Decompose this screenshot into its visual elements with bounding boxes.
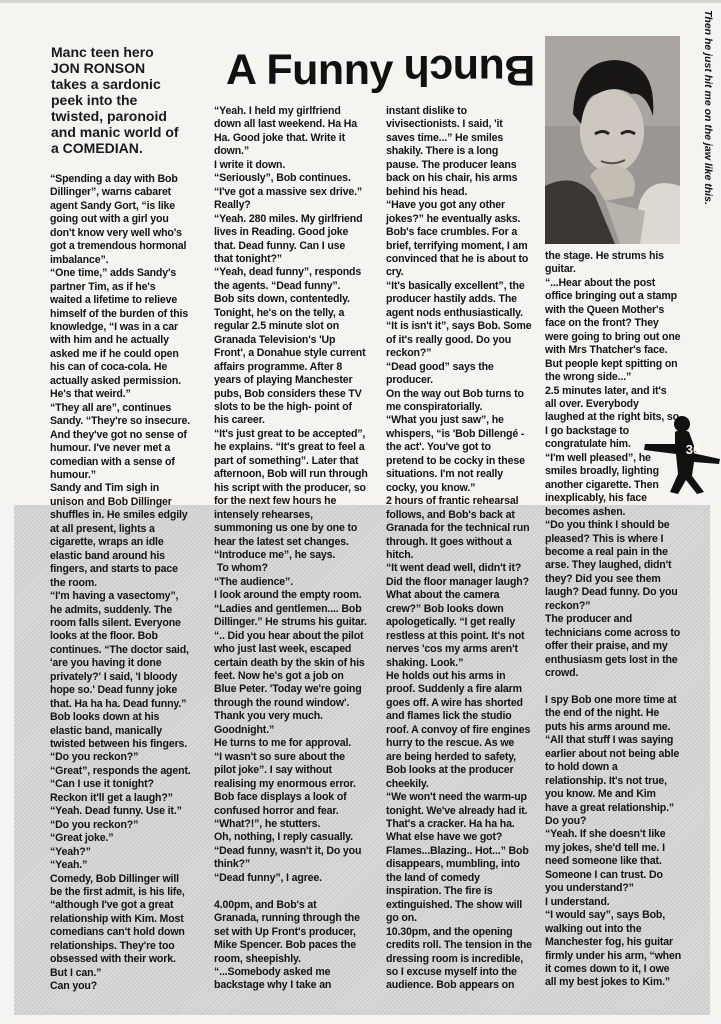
top-rule [0, 0, 721, 3]
standfirst: Manc teen hero JON RONSON takes a sardonic peek into the twisted, paronoid and manic world of a COMEDIAN. [51, 44, 179, 156]
article-column-2 [214, 105, 382, 993]
column-text: the stage. He strums his guitar. “...Hear about the post office bringing out a stamp with the Queen Mother's face on the front? They were going to bring out one with Mrs Thatcher's face. But people kept spitting on the wrong side...” 2.5 minutes later, and it's all over. Everybody laughed at the right bits, so I go backstage to congratulate him. “I'm well pleased”, he smiles broadly, lighting another cigarette. Then inexplicably, his face becomes ashen. “Do you think I should be pleased? This is where I become a real pain in the arse. They laughed, didn't they? Did you see them laugh? Dead funny. Do you reckon?” The producer and technicians come across to offer their praise, and my enthusiasm gets lost in the crowd. I spy Bob one more time at the end of the night. He puts his arms around me. “All that stuff I was saying earlier about not being able to hold down a relationship. It's not true, you know. Me and Kim have a great relationship.” Do you? “Yeah. If she doesn't like my jokes, she'd tell me. I need someone like that. Someone I can trust. Do you understand?” I understand. “I would say”, says Bob, walking out into the Manchester fog, his guitar firmly under his arm, “when it comes down to it, I owe all my best jokes to Kim.” [545, 250, 682, 989]
column-text: instant dislike to vivisectionists. I said, 'it saves time...” He smiles shakily. There is a long pause. The producer leans back on his chair, his arms behind his head. “Have you got any other jokes?” he eventually asks. Bob's face crumbles. For a brief, terrifying moment, I am convinced that he is about to cry. “It's basically excellent”, the producer hastily adds. The agent nods enthusiastically. “It is isn't it”, says Bob. Some of it's really good. Do you reckon?” “Dead good” says the producer. On the way out Bob turns to me conspiratorially. “What you just saw”, he whispers, “is 'Bob Dillengé - the act'. You've got to pretend to be cocky in these situations. I'm not really cocky, you know.” 2 hours of frantic rehearsal follows, and Bob's back at Granada for the technical run through. It goes without a hitch. “It went dead well, didn't it? Did the floor manager laugh? What about the camera crew?” Bob looks down apologetically. “I get really restless at this point. It's not nerves 'cos my arms aren't shaking. Look.” He holds out his arms in proof. Suddenly a fire alarm goes off. A wire has shorted and flames lick the studio roof. A convoy of fire engines hurry to the rescue. As we are being herded to safety, Bob looks at the producer cheekily. “We won't need the warm-up tonight. We've already had it. That's a cracker. Ha ha ha. What else have we got? Flames...Blazing.. Hot...” Bob disappears, mumbling, into the land of comedy inspiration. The fire is extinguished. The show will go on. 10.30pm, and the opening credits roll. The tension in the dressing room is incredible, so I excuse myself into the audience. Bob appears on [386, 105, 532, 992]
article-column-4 [545, 250, 705, 990]
headline-upright: A Funny [226, 46, 393, 94]
headline-flipped: Bunch [404, 46, 536, 94]
article-column-3 [386, 105, 546, 993]
portrait-illustration [545, 36, 680, 244]
headline [226, 40, 536, 100]
column-text: “Yeah. I held my girlfriend down all last weekend. Ha Ha Ha. Good joke that. Write it down.” I write it down. “Seriously”, Bob continues. “I've got a massive sex drive.” Really? “Yeah. 280 miles. My girlfriend lives in Reading. Good joke that. Dead funny. Can I use that tonight?” “Yeah, dead funny”, responds the agents. “Dead funny”. Bob sits down, contentedly. Tonight, he's on the telly, a regular 2.5 minute slot on Granada Television's 'Up Front', a Donahue style current affairs programme. After 8 years of playing Manchester pubs, Bob considers these TV slots to be the high- point of his career. “It's just great to be accepted”, he explains. “It's great to feel a part of something”. Later that afternoon, Bob will run through his script with the producer, so for the next few hours he intensely rehearses, summoning us one by one to hear the latest set changes. “Introduce me”, he says. To whom? “The audience”. I look around the empty room. “Ladies and gentlemen.... Bob Dillinger.” He strums his guitar. “.. Did you hear about the pilot who just last week, escaped certain death by the skin of his feet. Now he's got a job on Blue Peter. 'Today we're going through the round window'. Thank you very much. Goodnight.” He turns to me for approval. “I wasn't so sure about the pilot joke”. I say without realising my enormous error. Bob face displays a look of confused horror and fear. “What?!”, he stutters. Oh, nothing, I reply casually. “Dead funny, wasn't it, Do you think?” “Dead funny”, I agree. 4.00pm, and Bob's at Granada, running through the set with Up Front's producer, Mike Spencer. Bob paces the room, sheepishly. “...Somebody asked me backstage why I take an [214, 105, 368, 992]
side-caption: Then he just hit me on the jaw like this. [702, 10, 714, 205]
column-text: “Spending a day with Bob Dillinger”, warns cabaret agent Sandy Gort, “is like going out with a girl you don't know very well who's got a tremendous hormonal imbalance”. “One time,” adds Sandy's partner Tim, as if he's waited a lifetime to relieve himself of the burden of this knowledge, “I was in a car with him and he actually asked me if he could open his can of coca-cola. He actually asked permission. He's that weird.” “They all are”, continues Sandy. “They're so insecure. And they've got no sense of humour. I've never met a comedian with a sense of humour.” Sandy and Tim sigh in unison and Bob Dillinger shuffles in. He smiles edgily at all present, lights a cigarette, wraps an idle elastic band around his fingers, and starts to pace the room. “I'm having a vasectomy”, he admits, suddenly. The room falls silent. Everyone looks at the floor. Bob continues. “The doctor said, 'are you having it done privately?' I said, 'I bloody hope so.' Dead funny joke that. Ha ha ha. Dead funny.” Bob looks down at his elastic band, manically twisted between his fingers. “Do you reckon?” “Great”, responds the agent. “Can I use it tonight? Reckon it'll get a laugh?” “Yeah. Dead funny. Use it.” “Do you reckon?” “Great joke.” “Yeah?” “Yeah.” Comedy, Bob Dillinger will be the first admit, is his life, “although I've got a great relationship with Kim. Most comedians can't hold down relationships. They're too obsessed with their work. But I can.” Can you? [50, 173, 191, 993]
portrait-photo [545, 36, 680, 244]
page-number: 36 [685, 442, 701, 457]
article-column-1 [50, 173, 210, 994]
